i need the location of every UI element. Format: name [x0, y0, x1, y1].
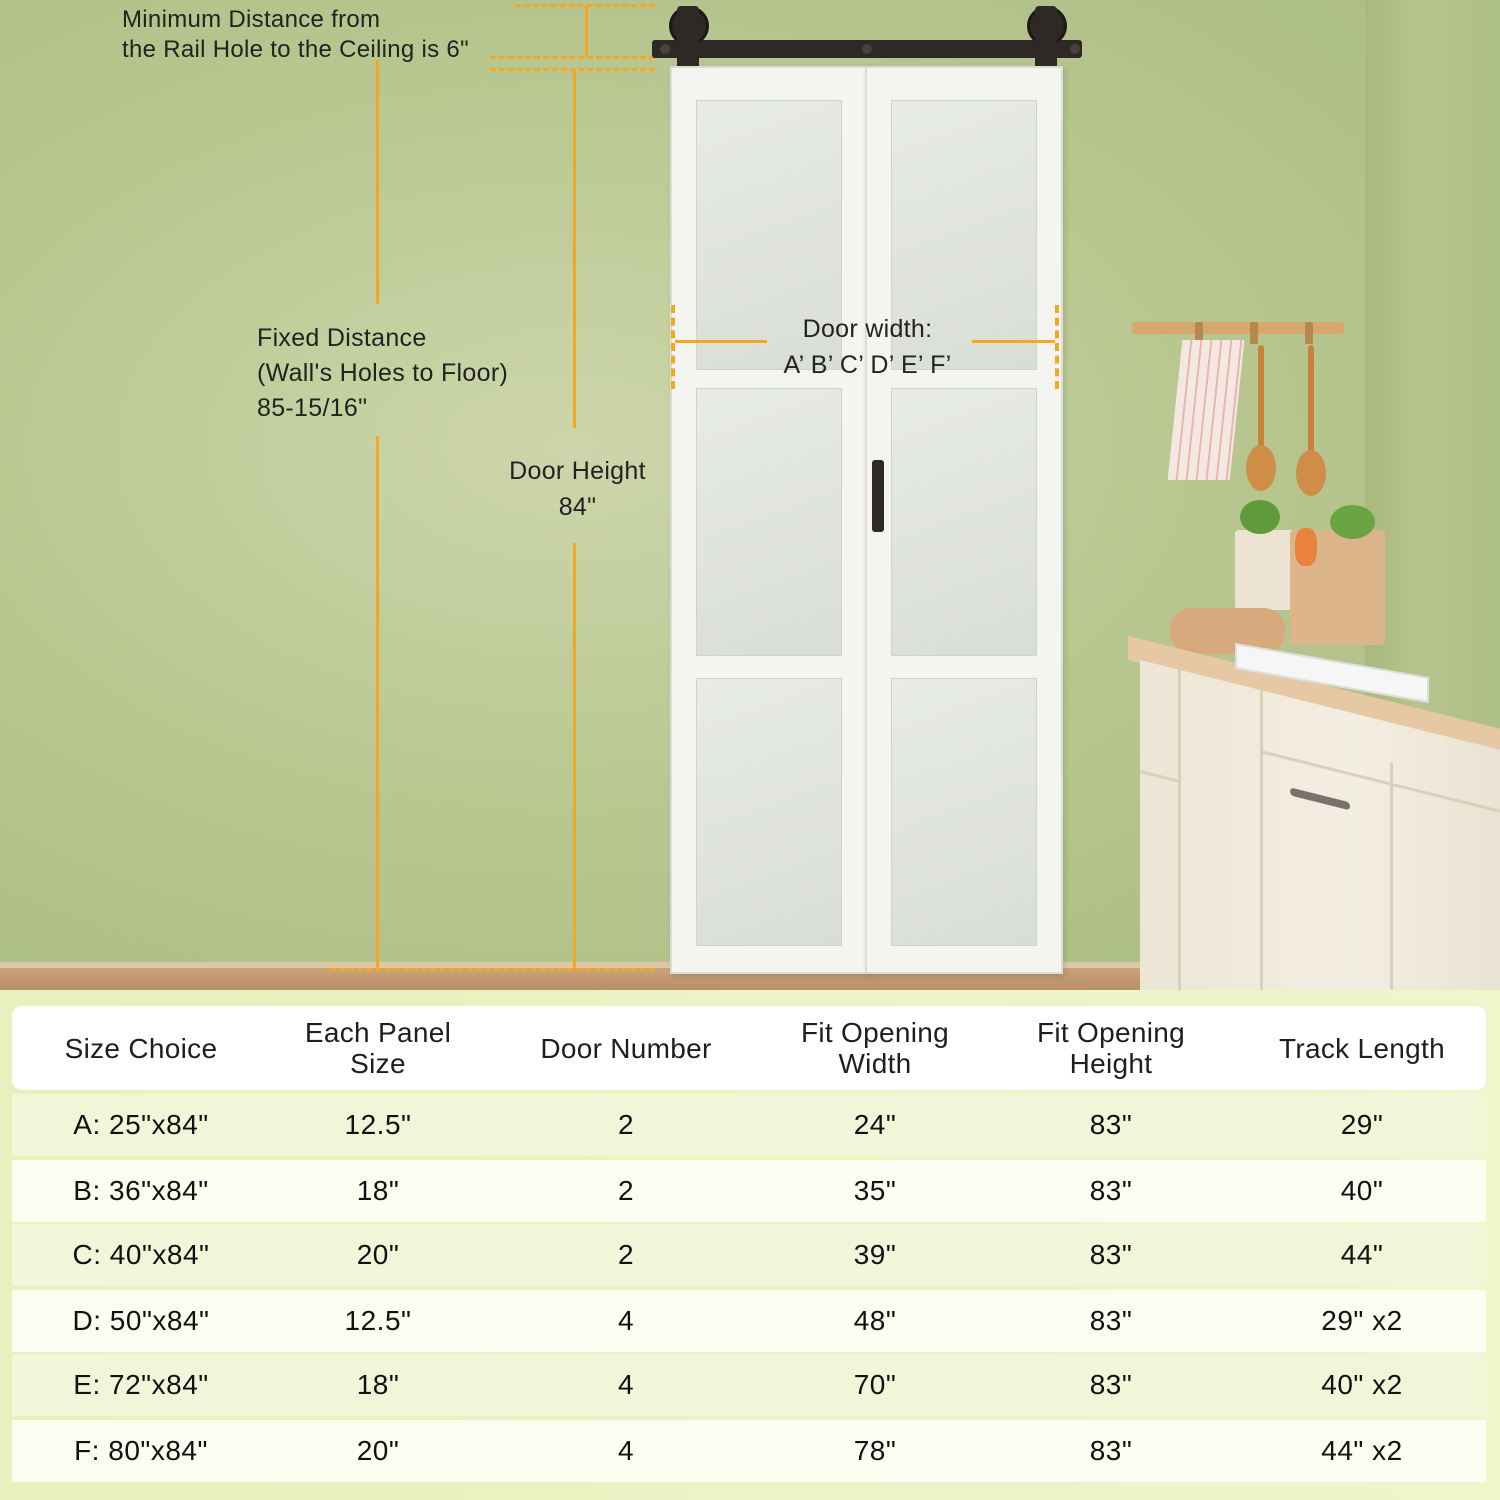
- header-each-panel-size: Each Panel Size: [304, 1017, 452, 1079]
- cell-panel-size: 12.5": [344, 1109, 412, 1140]
- min-distance-measure-line: [585, 6, 588, 56]
- wooden-spoon: [1258, 345, 1264, 455]
- door-height-note: [480, 453, 675, 525]
- vegetables: [1330, 505, 1375, 539]
- cell-door-number: 4: [617, 1369, 635, 1400]
- cell-track-length: 44": [1340, 1239, 1384, 1270]
- door-height-label: Door Height: [509, 457, 646, 485]
- fixed-distance-line-top: [376, 60, 379, 304]
- min-distance-note: [122, 5, 542, 65]
- fixed-distance-line2: (Wall's Holes to Floor): [257, 359, 509, 387]
- cell-size-choice: E: 72"x84": [73, 1369, 209, 1400]
- cell-opening-width: 24": [853, 1109, 897, 1140]
- table-header: [12, 1006, 1486, 1090]
- cell-track-length: 29": [1340, 1109, 1384, 1140]
- glass-pane: [891, 388, 1037, 656]
- table-row: [12, 1224, 1486, 1286]
- door-width-label: Door width:: [802, 315, 933, 343]
- door-width-note: [745, 311, 990, 383]
- door-height-value: 84": [558, 493, 597, 521]
- table-row: [12, 1420, 1486, 1482]
- cell-opening-width: 39": [853, 1239, 897, 1270]
- floor-guide-line: [330, 968, 655, 971]
- cell-door-number: 4: [617, 1305, 635, 1336]
- door-panel-left: [670, 66, 868, 974]
- door-width-value: A’ B’ C’ D’ E’ F’: [783, 351, 952, 379]
- cell-track-length: 40" x2: [1321, 1369, 1403, 1400]
- door-height-line-bottom: [573, 543, 576, 968]
- cell-panel-size: 12.5": [344, 1305, 412, 1336]
- carrots: [1295, 528, 1317, 566]
- cell-opening-width: 78": [853, 1435, 897, 1466]
- header-door-number: Door Number: [540, 1032, 712, 1064]
- rail-bolt: [1070, 44, 1080, 54]
- min-distance-line2: the Rail Hole to the Ceiling is 6": [122, 36, 469, 63]
- min-distance-line1: Minimum Distance from: [122, 6, 381, 33]
- cell-size-choice: B: 36"x84": [73, 1175, 209, 1206]
- cell-opening-width: 70": [853, 1369, 897, 1400]
- bread-loaf: [1170, 608, 1285, 654]
- size-table: [12, 1006, 1486, 1488]
- door-panel-right: [865, 66, 1063, 974]
- glass-pane: [696, 678, 842, 946]
- cell-door-number: 2: [617, 1239, 635, 1270]
- cell-opening-height: 83": [1089, 1305, 1133, 1336]
- hanging-towel: [1168, 340, 1245, 480]
- cell-opening-width: 35": [853, 1175, 897, 1206]
- cell-panel-size: 18": [356, 1175, 400, 1206]
- cell-opening-height: 83": [1089, 1239, 1133, 1270]
- rack-peg: [1305, 322, 1313, 344]
- rail-bolt: [862, 44, 872, 54]
- wooden-spoon-head: [1296, 450, 1326, 496]
- table-row: [12, 1290, 1486, 1352]
- cell-door-number: 2: [617, 1109, 635, 1140]
- size-table-section: [0, 990, 1500, 1500]
- cell-door-number: 2: [617, 1175, 635, 1206]
- glass-pane: [891, 678, 1037, 946]
- cell-size-choice: C: 40"x84": [72, 1239, 210, 1270]
- wooden-spoon-head: [1246, 445, 1276, 491]
- header-fit-opening-width: Fit Opening Width: [800, 1017, 950, 1079]
- cell-door-number: 4: [617, 1435, 635, 1466]
- header-fit-opening-height: Fit Opening Height: [1036, 1017, 1186, 1079]
- rack-peg: [1250, 322, 1258, 344]
- cell-opening-height: 83": [1089, 1175, 1133, 1206]
- cell-opening-height: 83": [1089, 1109, 1133, 1140]
- cell-size-choice: A: 25"x84": [73, 1109, 209, 1140]
- cell-opening-width: 48": [853, 1305, 897, 1336]
- door-width-left-marker: [671, 305, 675, 389]
- cell-track-length: 40": [1340, 1175, 1384, 1206]
- door-handle: [872, 460, 884, 532]
- door-height-line-top: [573, 70, 576, 428]
- door-width-right-marker: [1055, 305, 1059, 389]
- cell-size-choice: F: 80"x84": [74, 1435, 208, 1466]
- fixed-distance-line1: Fixed Distance: [257, 324, 427, 352]
- table-row: [12, 1160, 1486, 1222]
- cell-opening-height: 83": [1089, 1435, 1133, 1466]
- cell-panel-size: 20": [356, 1435, 400, 1466]
- cell-panel-size: 18": [356, 1369, 400, 1400]
- glass-pane: [696, 388, 842, 656]
- cell-opening-height: 83": [1089, 1369, 1133, 1400]
- header-track-length: Track Length: [1279, 1032, 1445, 1064]
- fixed-distance-value: 85-15/16": [257, 394, 368, 422]
- cell-size-choice: D: 50"x84": [72, 1305, 210, 1336]
- cell-track-length: 29" x2: [1321, 1305, 1403, 1336]
- vegetables: [1240, 500, 1280, 534]
- cell-track-length: 44" x2: [1321, 1435, 1403, 1466]
- fixed-distance-line-bottom: [376, 436, 379, 968]
- table-row: [12, 1094, 1486, 1156]
- header-size-choice: Size Choice: [64, 1032, 218, 1064]
- fixed-distance-note: [257, 321, 567, 426]
- rail-bolt: [660, 44, 670, 54]
- cell-panel-size: 20": [356, 1239, 400, 1270]
- wooden-spoon: [1308, 345, 1314, 455]
- table-row: [12, 1354, 1486, 1416]
